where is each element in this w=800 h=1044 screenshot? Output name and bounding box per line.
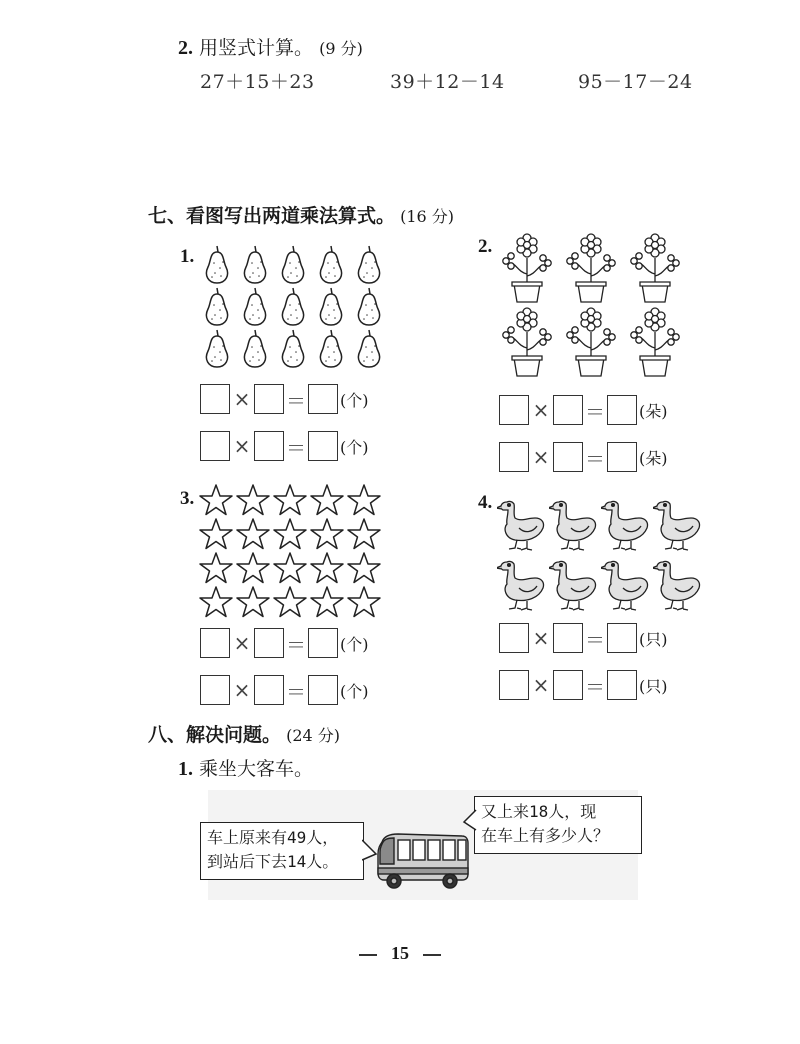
answer-box[interactable]: [499, 623, 529, 653]
pear-icon: [236, 243, 274, 285]
equation-row-3b: [200, 673, 369, 707]
equation-row-2a: [499, 393, 668, 427]
pear-icon: [274, 327, 312, 369]
duck-grid: [497, 494, 705, 614]
problem-1-number: 1.: [180, 246, 195, 267]
answer-box[interactable]: [553, 395, 583, 425]
section7-header: [148, 201, 454, 228]
unit-label: (只): [639, 676, 668, 696]
bubble-right-line-1: 又上来18人，现: [481, 802, 597, 821]
star-icon: [309, 483, 345, 517]
problem-2-number: 2.: [478, 236, 493, 257]
section7-title: 七、看图写出两道乘法算式。: [148, 205, 396, 227]
footer-dash-left: [359, 954, 377, 956]
duck-icon: [601, 554, 651, 612]
answer-box[interactable]: [308, 675, 338, 705]
unit-label: (个): [340, 437, 369, 457]
duck-icon: [653, 494, 703, 552]
q2-expression-2: 39＋12－14: [390, 71, 505, 93]
q2-header: [178, 33, 363, 60]
pear-icon: [198, 285, 236, 327]
star-icon: [309, 517, 345, 551]
duck-icon: [497, 554, 547, 612]
unit-label: (个): [340, 681, 369, 701]
equation-row-2b: [499, 440, 668, 474]
unit-label: (朵): [639, 448, 668, 468]
times-sign: ×: [532, 445, 550, 469]
flower-pot-icon: [497, 306, 557, 378]
answer-box[interactable]: [254, 628, 284, 658]
duck-icon: [653, 554, 703, 612]
answer-box[interactable]: [254, 675, 284, 705]
star-icon: [235, 551, 271, 585]
q2-expression-1: 27＋15＋23: [200, 71, 315, 93]
unit-label: (个): [340, 634, 369, 654]
answer-box[interactable]: [308, 628, 338, 658]
pear-icon: [236, 285, 274, 327]
equals-sign: ＝: [585, 627, 605, 652]
pear-icon: [312, 243, 350, 285]
pear-icon: [350, 327, 388, 369]
section8-q1-number: 1.: [178, 758, 193, 780]
pear-icon: [198, 327, 236, 369]
equals-sign: ＝: [286, 388, 306, 413]
equals-sign: ＝: [585, 674, 605, 699]
star-icon: [309, 551, 345, 585]
answer-box[interactable]: [553, 670, 583, 700]
star-icon: [272, 517, 308, 551]
star-icon: [346, 585, 382, 619]
q2-expression-3: 95－17－24: [578, 71, 693, 93]
page-number: 15: [391, 943, 409, 963]
pear-icon: [350, 243, 388, 285]
answer-box[interactable]: [607, 395, 637, 425]
speech-bubble-right: [474, 796, 642, 854]
answer-box[interactable]: [200, 431, 230, 461]
star-icon: [198, 551, 234, 585]
times-sign: ×: [532, 673, 550, 697]
times-sign: ×: [233, 631, 251, 655]
equation-row-3a: [200, 626, 369, 660]
answer-box[interactable]: [200, 628, 230, 658]
duck-icon: [549, 494, 599, 552]
section8-header: [148, 720, 340, 747]
q2-title: 用竖式计算。: [199, 37, 314, 59]
answer-box[interactable]: [553, 442, 583, 472]
star-icon: [235, 517, 271, 551]
bubble-right-line-2: 在车上有多少人？: [481, 826, 610, 845]
answer-box[interactable]: [553, 623, 583, 653]
answer-box[interactable]: [499, 395, 529, 425]
star-icon: [198, 585, 234, 619]
answer-box[interactable]: [200, 384, 230, 414]
star-icon: [272, 585, 308, 619]
equals-sign: ＝: [585, 446, 605, 471]
pear-icon: [312, 285, 350, 327]
bus-icon: [374, 828, 470, 892]
section8-q1-title: 乘坐大客车。: [199, 758, 314, 780]
unit-label: (朵): [639, 401, 668, 421]
star-icon: [272, 551, 308, 585]
duck-icon: [549, 554, 599, 612]
pear-icon: [274, 243, 312, 285]
q2-number: 2.: [178, 37, 193, 59]
star-icon: [235, 585, 271, 619]
answer-box[interactable]: [607, 623, 637, 653]
page-footer: [0, 943, 800, 964]
equals-sign: ＝: [286, 435, 306, 460]
equation-row-1b: [200, 429, 369, 463]
footer-dash-right: [423, 954, 441, 956]
flower-pot-icon: [625, 232, 685, 304]
star-icon: [198, 483, 234, 517]
times-sign: ×: [233, 678, 251, 702]
star-grid: [198, 483, 383, 619]
unit-label: (只): [639, 629, 668, 649]
star-icon: [346, 483, 382, 517]
star-icon: [198, 517, 234, 551]
q2-score: (9 分): [319, 39, 363, 58]
answer-box[interactable]: [499, 442, 529, 472]
flower-grid: [497, 232, 689, 380]
bubble-left-line-1: 车上原来有49人，: [207, 828, 339, 847]
section8-q1: [178, 754, 313, 781]
flower-pot-icon: [625, 306, 685, 378]
star-icon: [346, 551, 382, 585]
section7-score: (16 分): [400, 207, 455, 226]
section8-title: 八、解决问题。: [148, 724, 282, 746]
times-sign: ×: [233, 387, 251, 411]
pear-grid: [198, 243, 388, 369]
answer-box[interactable]: [308, 384, 338, 414]
problem-4-number: 4.: [478, 492, 493, 513]
answer-box[interactable]: [308, 431, 338, 461]
duck-icon: [497, 494, 547, 552]
times-sign: ×: [532, 626, 550, 650]
equals-sign: ＝: [286, 632, 306, 657]
pear-icon: [198, 243, 236, 285]
star-icon: [309, 585, 345, 619]
answer-box[interactable]: [254, 384, 284, 414]
times-sign: ×: [233, 434, 251, 458]
flower-pot-icon: [497, 232, 557, 304]
problem-3-number: 3.: [180, 488, 195, 509]
equation-row-4a: [499, 621, 668, 655]
pear-icon: [350, 285, 388, 327]
pear-icon: [312, 327, 350, 369]
equation-row-4b: [499, 668, 668, 702]
star-icon: [235, 483, 271, 517]
flower-pot-icon: [561, 306, 621, 378]
star-icon: [346, 517, 382, 551]
equals-sign: ＝: [286, 679, 306, 704]
answer-box[interactable]: [607, 670, 637, 700]
unit-label: (个): [340, 390, 369, 410]
flower-pot-icon: [561, 232, 621, 304]
equation-row-1a: [200, 382, 369, 416]
times-sign: ×: [532, 398, 550, 422]
star-icon: [272, 483, 308, 517]
bubble-left-line-2: 到站后下去14人。: [207, 852, 339, 871]
answer-box[interactable]: [607, 442, 637, 472]
answer-box[interactable]: [254, 431, 284, 461]
duck-icon: [601, 494, 651, 552]
answer-box[interactable]: [200, 675, 230, 705]
answer-box[interactable]: [499, 670, 529, 700]
pear-icon: [236, 327, 274, 369]
pear-icon: [274, 285, 312, 327]
section8-score: (24 分): [286, 726, 341, 745]
equals-sign: ＝: [585, 399, 605, 424]
speech-bubble-left: [200, 822, 364, 880]
